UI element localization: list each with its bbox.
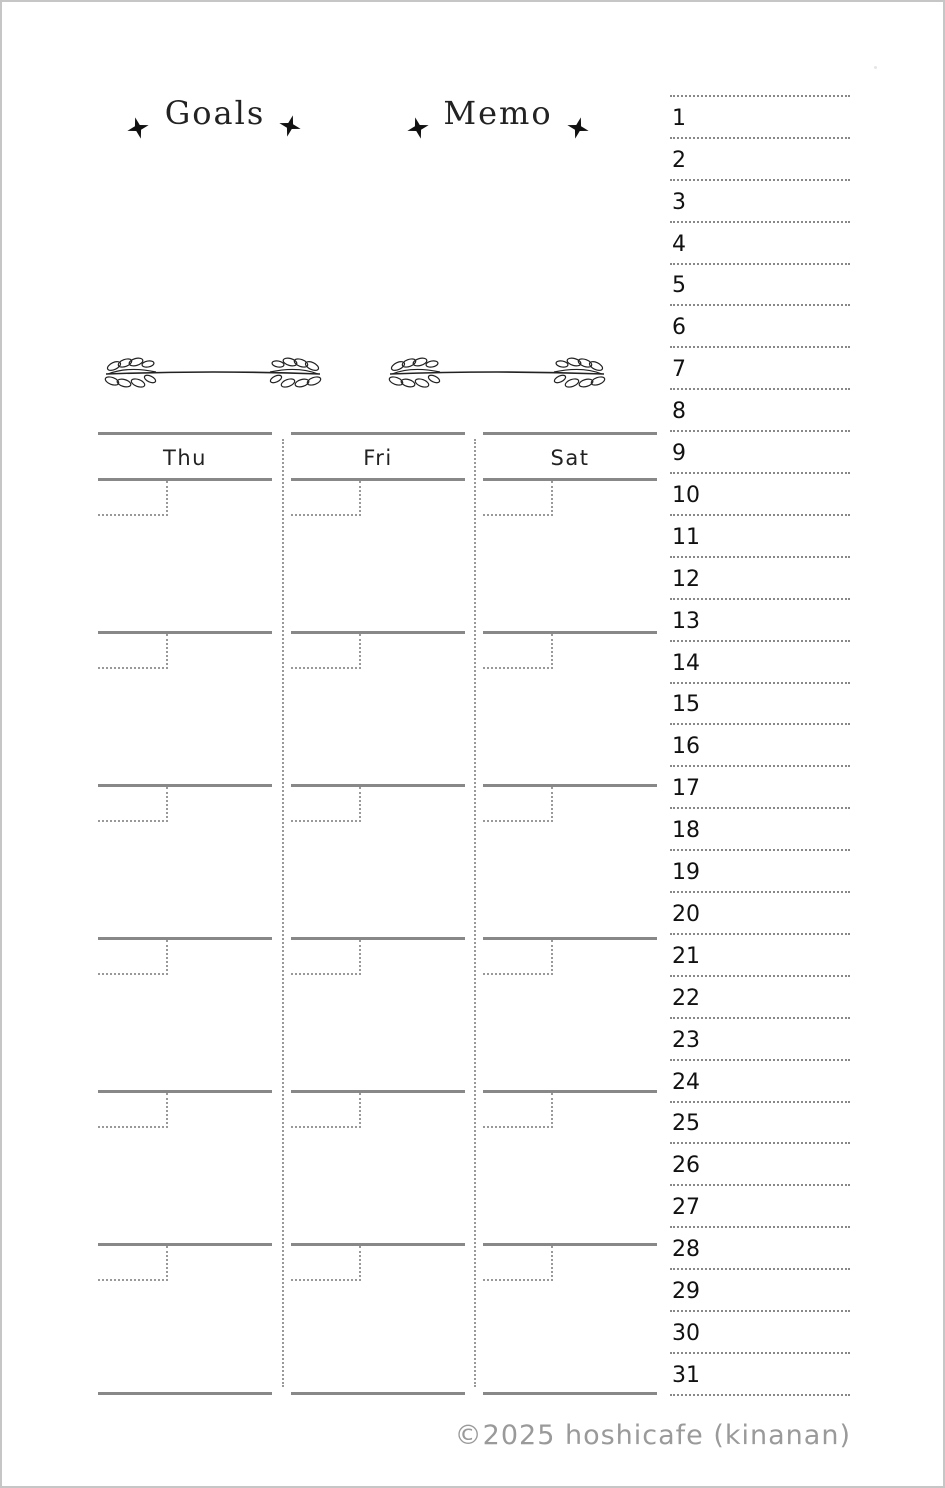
date-box[interactable]	[98, 1246, 168, 1281]
date-number: 24	[672, 1069, 700, 1095]
date-box[interactable]	[483, 787, 553, 822]
date-box[interactable]	[291, 634, 361, 669]
day-cell[interactable]	[291, 937, 465, 1093]
date-number: 31	[672, 1362, 700, 1388]
date-number: 12	[672, 566, 700, 592]
date-row[interactable]	[670, 432, 850, 474]
date-row[interactable]	[670, 390, 850, 432]
column-divider	[474, 439, 476, 1387]
day-header: Sat	[550, 446, 590, 470]
date-number: 4	[672, 231, 686, 257]
date-number: 6	[672, 315, 686, 341]
date-row[interactable]	[670, 516, 850, 558]
date-box[interactable]	[483, 1246, 553, 1281]
date-box[interactable]	[291, 1246, 361, 1281]
memo-heading	[402, 88, 594, 148]
date-row[interactable]	[670, 307, 850, 349]
goals-title: Goals	[164, 94, 266, 132]
day-cell[interactable]	[98, 1090, 272, 1246]
date-box[interactable]	[291, 787, 361, 822]
day-cell[interactable]	[98, 1243, 272, 1395]
date-row[interactable]	[670, 893, 850, 935]
day-cell[interactable]	[483, 1243, 657, 1395]
date-number: 27	[672, 1195, 700, 1221]
date-box[interactable]	[291, 481, 361, 516]
date-box[interactable]	[98, 940, 168, 975]
day-header: Fri	[363, 446, 393, 470]
day-cell[interactable]	[98, 784, 272, 940]
date-row[interactable]	[670, 97, 850, 139]
leaf-sprig-divider-memo	[382, 352, 612, 396]
date-number: 1	[672, 105, 686, 131]
day-cell[interactable]	[98, 631, 272, 787]
column-top-rule	[291, 432, 465, 435]
date-row[interactable]	[670, 809, 850, 851]
date-box[interactable]	[98, 787, 168, 822]
day-cell[interactable]	[291, 1090, 465, 1246]
date-box[interactable]	[291, 1093, 361, 1128]
date-row[interactable]	[670, 935, 850, 977]
date-box[interactable]	[291, 940, 361, 975]
date-row[interactable]	[670, 767, 850, 809]
leaf-sprig-divider-goals	[98, 352, 328, 396]
date-number: 16	[672, 734, 700, 760]
column-top-rule	[98, 432, 272, 435]
memo-title: Memo	[443, 94, 553, 132]
date-row[interactable]	[670, 558, 850, 600]
column-top-rule	[483, 432, 657, 435]
date-row[interactable]	[670, 1354, 850, 1396]
date-row[interactable]	[670, 1228, 850, 1270]
date-row[interactable]	[670, 851, 850, 893]
date-row[interactable]	[670, 1312, 850, 1354]
date-number: 17	[672, 776, 700, 802]
day-column-sat	[483, 432, 657, 1400]
copyright-footer: ©2025 hoshicafe (kinanan)	[454, 1420, 851, 1451]
day-column-thu	[98, 432, 272, 1400]
decorative-dot	[874, 66, 877, 69]
date-row[interactable]	[670, 600, 850, 642]
date-number: 15	[672, 692, 700, 718]
day-cell[interactable]	[98, 937, 272, 1093]
date-row[interactable]	[670, 684, 850, 726]
date-box[interactable]	[98, 1093, 168, 1128]
day-cell[interactable]	[291, 784, 465, 940]
date-number: 5	[672, 273, 686, 299]
day-column-fri	[291, 432, 465, 1400]
date-number: 20	[672, 901, 700, 927]
date-row[interactable]	[670, 181, 850, 223]
date-number: 23	[672, 1027, 700, 1053]
goals-heading	[120, 88, 310, 148]
date-row[interactable]	[670, 726, 850, 768]
day-cell[interactable]	[483, 478, 657, 634]
day-cell[interactable]	[291, 631, 465, 787]
date-number: 3	[672, 189, 686, 215]
date-row[interactable]	[670, 642, 850, 684]
date-row[interactable]	[670, 1145, 850, 1187]
date-row[interactable]	[670, 474, 850, 516]
date-row[interactable]	[670, 348, 850, 390]
day-cell[interactable]	[483, 784, 657, 940]
date-number: 28	[672, 1237, 700, 1263]
date-number: 30	[672, 1320, 700, 1346]
date-row[interactable]	[670, 1019, 850, 1061]
date-number: 14	[672, 650, 700, 676]
four-point-star-icon	[566, 116, 590, 140]
day-cell[interactable]	[291, 478, 465, 634]
date-row[interactable]	[670, 223, 850, 265]
date-number: 10	[672, 482, 700, 508]
date-number: 26	[672, 1153, 700, 1179]
date-box[interactable]	[483, 940, 553, 975]
date-box[interactable]	[483, 1093, 553, 1128]
day-cell[interactable]	[483, 937, 657, 1093]
date-row[interactable]	[670, 977, 850, 1019]
date-number: 19	[672, 860, 700, 886]
date-row[interactable]	[670, 1186, 850, 1228]
day-cell[interactable]	[483, 631, 657, 787]
column-bottom-rule	[291, 1392, 465, 1395]
day-cell[interactable]	[98, 478, 272, 634]
column-bottom-rule	[98, 1392, 272, 1395]
date-row[interactable]	[670, 265, 850, 307]
day-cell[interactable]	[483, 1090, 657, 1246]
date-box[interactable]	[483, 481, 553, 516]
date-number: 7	[672, 357, 686, 383]
date-row[interactable]	[670, 1270, 850, 1312]
date-number: 9	[672, 441, 686, 467]
date-row[interactable]	[670, 1103, 850, 1145]
date-number: 22	[672, 985, 700, 1011]
column-bottom-rule	[483, 1392, 657, 1395]
date-number: 11	[672, 524, 700, 550]
date-number: 13	[672, 608, 700, 634]
column-divider	[282, 439, 284, 1387]
date-number: 21	[672, 943, 700, 969]
day-cell[interactable]	[291, 1243, 465, 1395]
date-number: 2	[672, 147, 686, 173]
day-header: Thu	[163, 446, 207, 470]
date-number: 8	[672, 399, 686, 425]
four-point-star-icon	[278, 114, 302, 138]
date-number: 25	[672, 1111, 700, 1137]
date-box[interactable]	[98, 481, 168, 516]
date-row[interactable]	[670, 1061, 850, 1103]
date-row[interactable]	[670, 139, 850, 181]
date-number: 29	[672, 1279, 700, 1305]
date-box[interactable]	[483, 634, 553, 669]
date-number: 18	[672, 818, 700, 844]
date-box[interactable]	[98, 634, 168, 669]
